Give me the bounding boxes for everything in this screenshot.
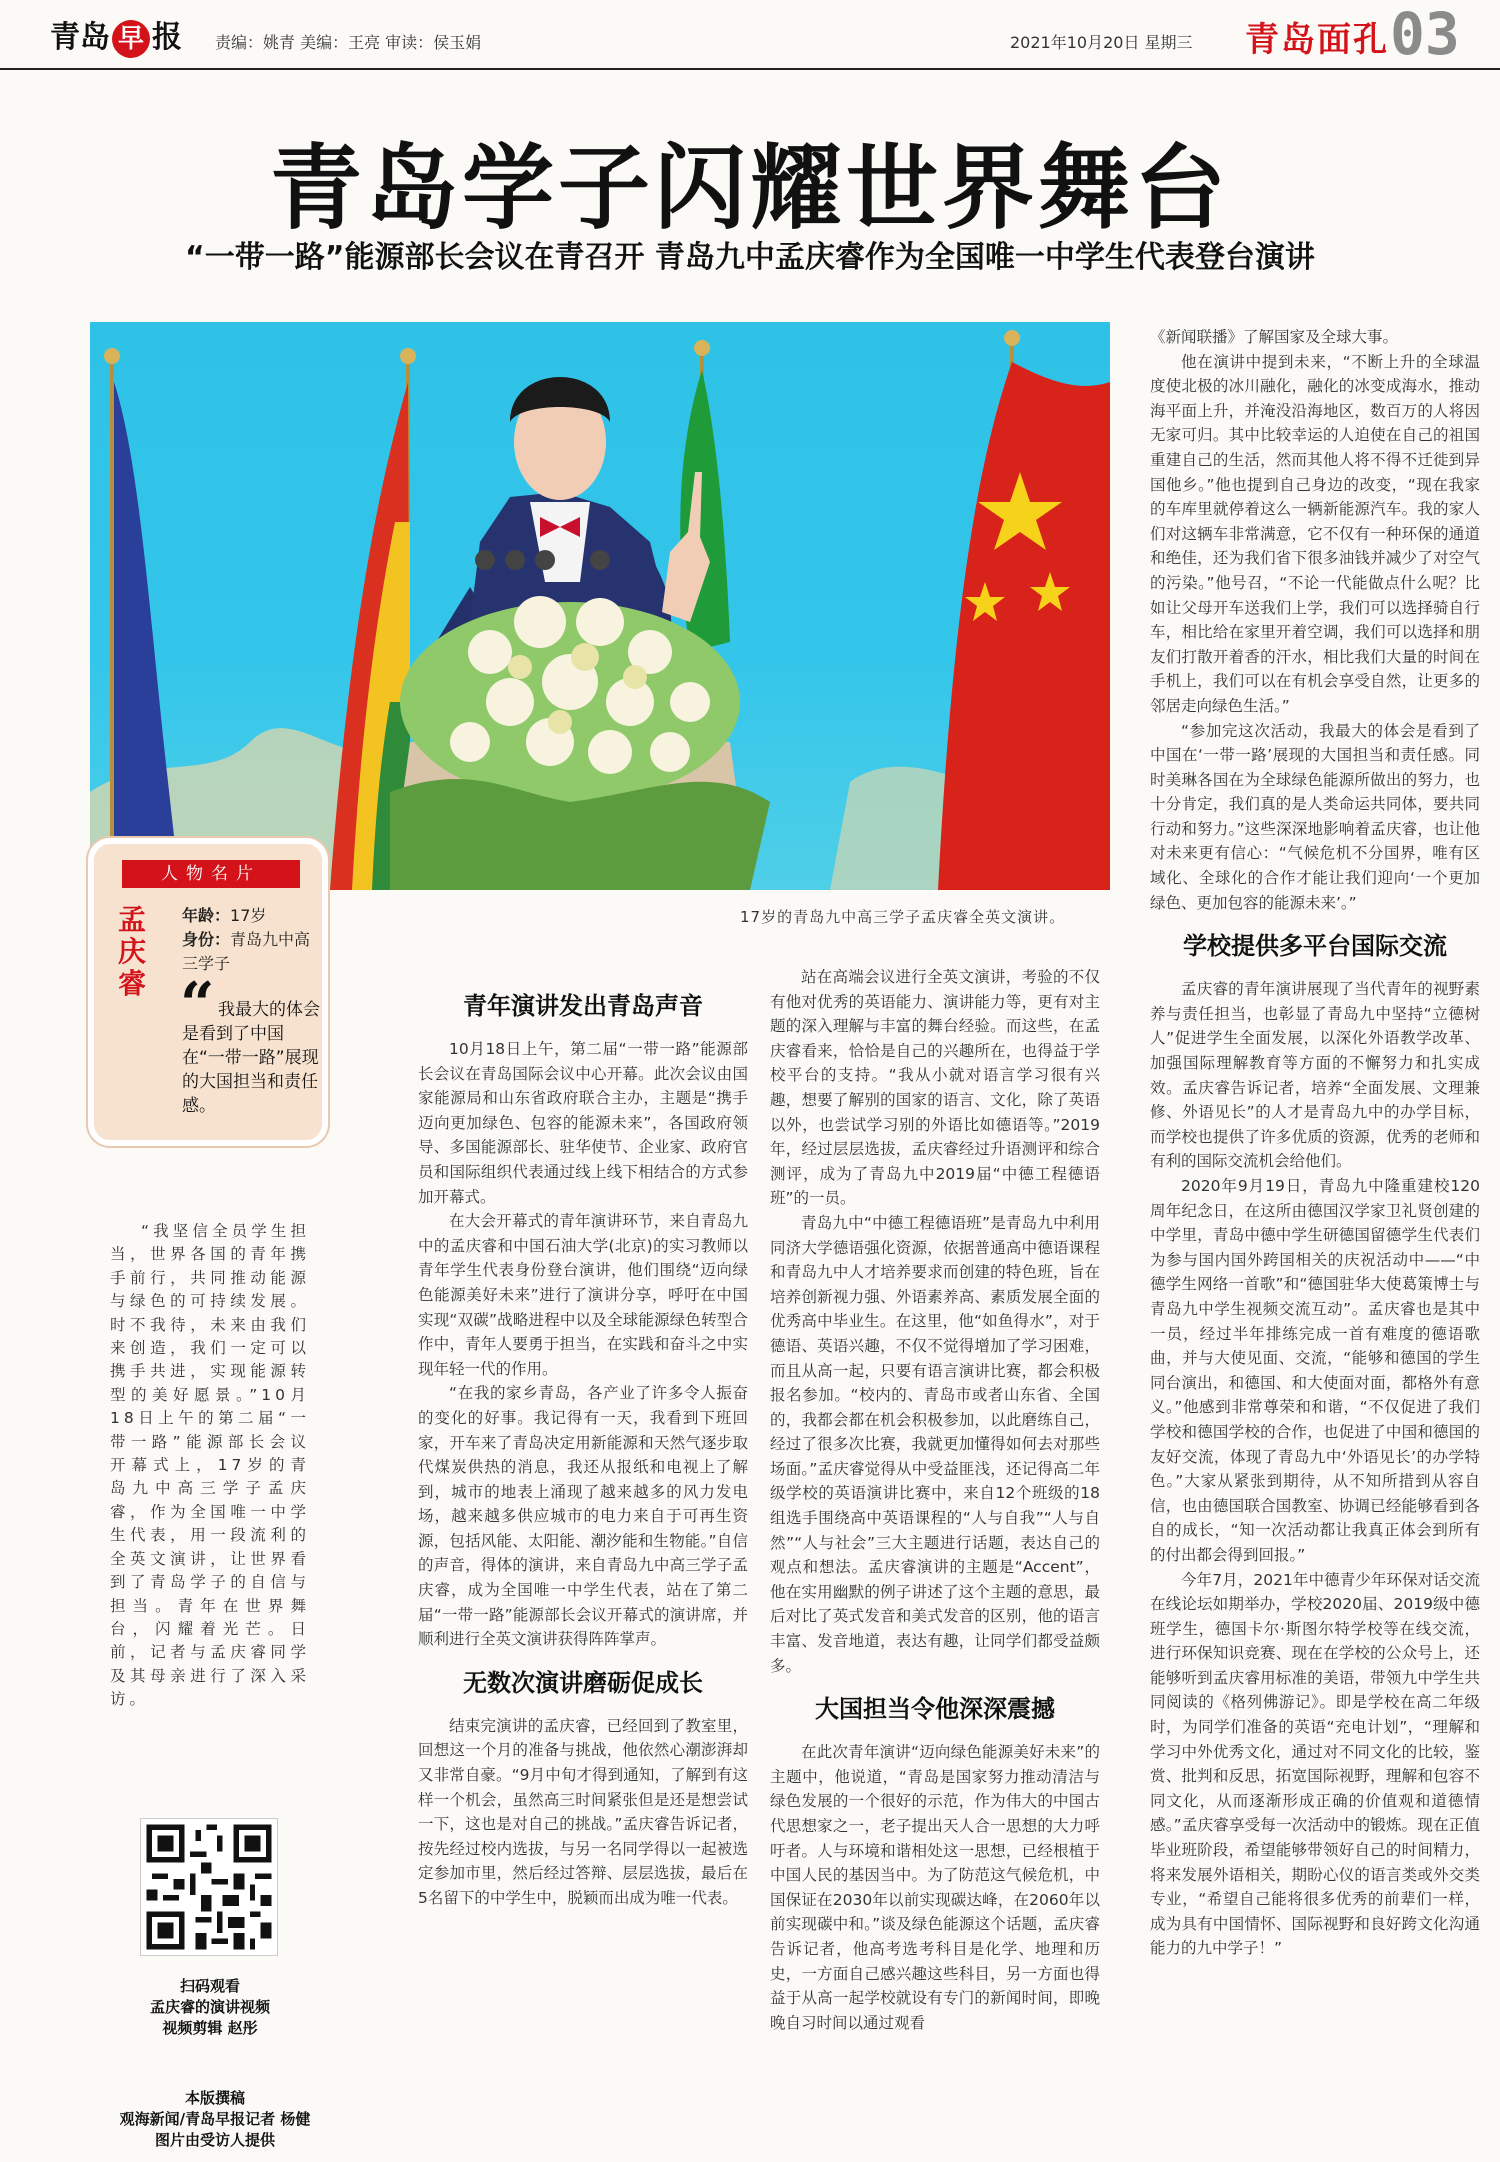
article-column-3 [770,965,1100,2160]
subheadline: “一带一路”能源部长会议在青召开 青岛九中孟庆睿作为全国唯一中学生代表登台演讲 [185,240,1315,275]
paragraph: 《新闻联播》了解国家及全球大事。 [1150,328,1399,346]
profile-card [88,838,328,1146]
section-heading: 大国担当令他深深震撼 [815,1695,1055,1724]
profile-name: 孟庆睿 [118,903,147,1000]
main-photo [90,322,1110,890]
paragraph: 在此次青年演讲“迈向绿色能源美好未来”的主题中，他说道，“青岛是国家努力推动清洁与绿色发展的一个很好的示范，作为伟大的中国古代思想家之一，老子提出天人合一思想的大力呼吁者。人与环境和谐相处这一思想，已经根植于中国人民的基因当中。为了防范这气候危机，中国保证在2030年以前实现碳达峰，在2060年以前实现碳中和。”谈及绿色能源这个话题，孟庆睿告诉记者，他高考选考科目是化学、地理和历史，一方面自己感兴趣这些科目，另一方面也得益于从高一起学校就设有专门的新闻时间，即晚晚自习时间以通过观看 [770,1743,1100,2032]
article-column-4 [1150,325,1480,2160]
paragraph: “参加完这次活动，我最大的体会是看到了中国在‘一带一路’展现的大国担当和责任感。同时美琳各国在为全球绿色能源所做出的努力，也十分肯定，我们真的是人类命运共同体，要共同行动和努力。”这些深深地影响着孟庆睿，也让他对未来更有信心：“气候危机不分国界，唯有区域化、全球化的合作才能让我们迎向‘一个更加绿色、更加包容的能源未来’。” [1150,721,1480,912]
paragraph: 孟庆睿的青年演讲展现了当代青年的视野素养与责任担当，也彰显了青岛九中坚持“立德树人”促进学生全面发展，以深化外语教学改革、加强国际理解教育等方面的不懈努力和扎实成效。孟庆睿告诉记者，培养“全面发展、文理兼修、外语见长”的人才是青岛九中的办学目标，而学校也提供了许多优质的资源，优秀的老师和有利的国际交流机会给他们。 [1150,980,1480,1171]
article-column-2 [418,975,748,2160]
photo-caption: 17岁的青岛九中高三学子孟庆睿全英文演讲。 [740,908,1066,926]
qr-code[interactable] [140,1818,278,1956]
profile-info: 年龄：17岁 身份：青岛九中高三学子 [182,906,311,973]
profile-quote: 我最大的体会是看到了中国在“一带一路”展现的大国担当和责任感。 [182,1000,320,1116]
paragraph: 站在高端会议进行全英文演讲，考验的不仅有他对优秀的英语能力、演讲能力等，更有对主题的深入理解与丰富的舞台经验。而这些，在孟庆睿看来，恰恰是自己的兴趣所在，也得益于学校平台的支持。“我从小就对语言学习很有兴趣，想要了解别的国家的语言、文化，除了英语以外，也尝试学习别的外语比如德语等。”2019年，经过层层选拔，孟庆睿经过升语测评和综合测评，成为了青岛九中2019届“中德工程德语班”的一员。 [770,968,1100,1208]
paragraph: 2020年9月19日，青岛九中隆重建校120周年纪念日，在这所由德国汉学家卫礼贤创建的中学里，青岛中德中学生研德国留德学生代表们为参与国内国外跨国相关的庆祝活动中——“中德学生网络一首歌”和“德国驻华大使葛策博士与青岛九中学生视频交流互动”。孟庆睿也是其中一员，经过半年排练完成一首有难度的德语歌曲，并与大使见面、交流，“能够和德国的学生同台演出，和德国、和大使面对面，都格外有意义。”他感到非常尊荣和和谐，“不仅促进了我们学校和德国学校的合作，也促进了中国和德国的友好交流，体现了青岛九中‘外语见长’的办学特色。”大家从紧张到期待，从不知所措到从容自信，也由德国联合国教室、协调已经能够看到各自的成长，“知一次活动都让我真正体会到所有的付出都会得到回报。” [1150,1177,1480,1564]
editor-credits: 责编：姚青 美编：王亮 审读：侯玉娟 [215,33,482,52]
quote-mark-icon: “ [180,970,215,1040]
qr-caption: 扫码观看 孟庆睿的演讲视频 视频剪辑 赵彤 [149,1977,270,2037]
paragraph: 结束完演讲的孟庆睿，已经回到了教室里，回想这一个月的准备与挑战，他依然心潮澎湃却又非常自豪。“9月中旬才得到通知，了解到有这样一个机会，虽然高三时间紧张但是还是想尝试一下，这也是对自己的挑战。”孟庆睿告诉记者，按先经过校内选拔，与另一名同学得以一起被选定参加市里，然后经过答辩、层层选拔，最后在5名留下的中学生中，脱颖而出成为唯一代表。 [418,1716,748,1907]
section-heading: 学校提供多平台国际交流 [1183,932,1447,961]
paragraph: 在大会开幕式的青年演讲环节，来自青岛九中的孟庆睿和中国石油大学(北京)的实习教师以青年学生代表身份登台演讲，他们围绕“迈向绿色能源美好未来”进行了演讲分享，呼吁在中国实现“双碳”战略进程中以及全球能源绿色转型合作中，青年人要勇于担当，在实践和奋斗之中实现年轻一代的作用。 [418,1212,748,1378]
page-number: 03 [1390,0,1460,68]
paragraph: “在我的家乡青岛，各产业了许多令人振奋的变化的好事。我记得有一天，我看到下班回家，开车来了青岛决定用新能源和天然气逐步取代煤炭供热的消息，我还从报纸和电视上了解到，城市的地表上涌现了越来越多的风力发电场，越来越多供应城市的电力来自于可再生资源，包括风能、太阳能、潮汐能和生物能。”自信的声音，得体的演讲，来自青岛九中高三学子孟庆睿，成为全国唯一中学生代表，站在了第二届“一带一路”能源部长会议开幕式的演讲席，并顺利进行全英文演讲获得阵阵掌声。 [418,1384,748,1649]
section-heading: 无数次演讲磨砺促成长 [463,1668,703,1697]
intro-text: “我坚信全员学生担当，世界各国的青年携手前行，共同推动能源与绿色的可持续发展。时不我待，未来由我们来创造，我们一定可以携手共进，实现能源转型的美好愿景。”10月18日上午的第二届“一带一路”能源部长会议开幕式上，17岁的青岛九中高三学子孟庆睿，作为全国唯一中学生代表，用一段流利的全英文演讲，让世界看到了青岛学子的自信与担当。青年在世界舞台，闪耀着光芒。日前，记者与孟庆睿同学及其母亲进行了深入采访。 [110,1222,310,1709]
section-heading: 青年演讲发出青岛声音 [463,992,703,1020]
newspaper-logo: 青岛 早 报 [50,12,182,58]
issue-date: 2021年10月20日 星期三 [1010,33,1193,52]
headline: 青岛学子闪耀世界舞台 [269,135,1230,242]
paragraph: 10月18日上午，第二届“一带一路”能源部长会议在青岛国际会议中心开幕。此次会议由国家能源局和山东省政府联合主办，主题是“携手迈向更加绿色、包容的能源未来”，各国政府领导、多国能源部长、驻华使节、企业家、政府官员和国际组织代表通过线上线下相结合的方式参加开幕式。 [418,1040,748,1206]
byline: 本版撰稿 观海新闻/青岛早报记者 杨健 图片由受访人提供 [119,2089,311,2149]
paragraph: 青岛九中“中德工程德语班”是青岛九中利用同济大学德语强化资源，依据普通高中德语课程和青岛九中人才培养要求而创建的特色班，旨在培养创新视力强、外语素养高、素质发展全面的优秀高中毕业生。在这里，他“如鱼得水”，对于德语、英语兴趣，不仅不觉得增加了学习困难，而且从高一起，只要有语言演讲比赛，都会积极报名参加。“校内的、青岛市或者山东省、全国的，我都会都在机会积极参加，以此磨练自己，经过了很多次比赛，我就更加懂得如何去对那些场面。”孟庆睿觉得从中受益匪浅，还记得高二年级学校的英语演讲比赛中，来自12个班级的18组选手围绕高中英语课程的“人与自我”“人与自然”“人与社会”三大主题进行话题，表达自己的观点和想法。孟庆睿演讲的主题是“Accent”，他在实用幽默的例子讲述了这个主题的意思，最后对比了英式发音和美式发音的区别，他的语言丰富、发音地道，表达有趣，让同学们都受益颇多。 [770,1213,1100,1675]
paragraph: 今年7月，2021年中德青少年环保对话交流在线论坛如期举办，学校2020届、2019级中德班学生，德国卡尔·斯图尔特学校等在线交流，进行环保知识竞赛、现在在学校的公众号上，还能够听到孟庆睿用标准的美语，带领九中学生共同阅读的《格列佛游记》。即是学校在高二年级时，为同学们准备的英语“充电计划”，“理解和学习中外优秀文化，通过对不同文化的比较，鉴赏、批判和反思，拓宽国际视野，理解和包容不同文化，从而逐渐形成正确的价值观和道德情感。”孟庆睿享受每一次活动中的锻炼。现在正值毕业班阶段，希望能够带领好自己的时间精力，将来发展外语相关，期盼心仪的语言类或外交类专业，“希望自己能将很多优秀的前辈们一样，成为具有中国情怀、国际视野和良好跨文化沟通能力的九中学子！” [1150,1570,1480,1958]
masthead [0,0,1500,70]
section-name: 青岛面孔 [1245,20,1389,60]
profile-card-title: 人物名片 [122,860,300,888]
intro-column [110,1220,310,1712]
paragraph: 他在演讲中提到未来，“不断上升的全球温度使北极的冰川融化，融化的冰变成海水，推动海平面上升，并淹没沿海地区，数百万的人将因无家可归。其中比较幸运的人迫使在自己的祖国重建自己的生活，然而其他人将不得不迁徙到异国他乡。”他也提到自己身边的改变，“现在我家的车库里就停着这么一辆新能源汽车。我的家人们对这辆车非常满意，它不仅有一种环保的通道和绝佳，还为我们省下很多油钱并减少了对空气的污染。”他号召，“不论一代能做点什么呢？比如让父母开车送我们上学，我们可以选择骑自行车，相比给在家里开着空调，我们可以选择和朋友们打散开着香的汗水，相比我们大量的时间在手机上，我们可以在有机会享受自然，让更多的邻居走向绿色生活。” [1150,352,1480,715]
